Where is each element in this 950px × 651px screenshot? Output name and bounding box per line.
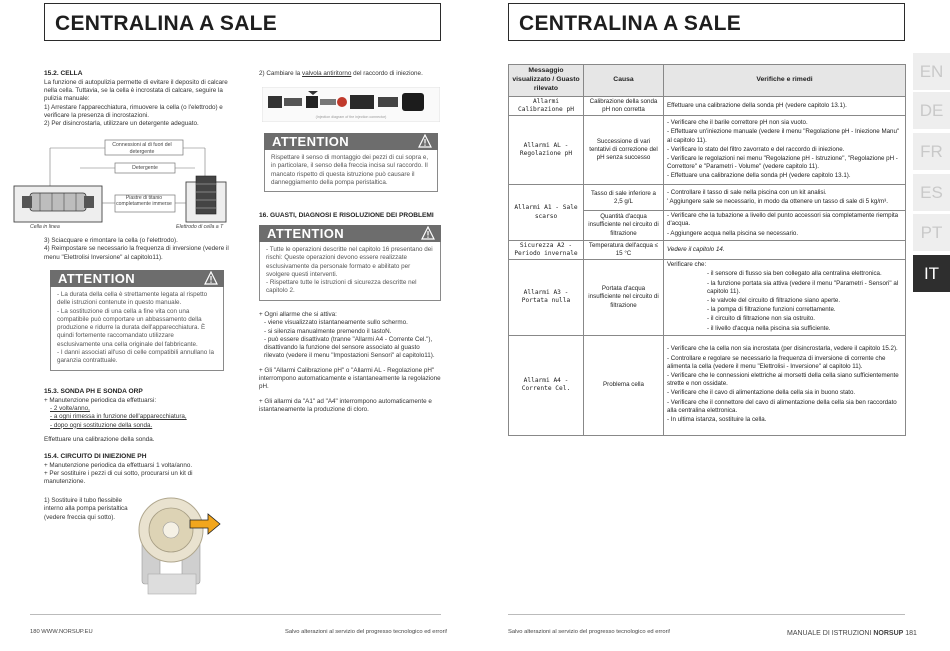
paragraph: + Per sostituire i pezzi di cui sotto, procurarsi un kit di manutenzione. — [44, 470, 193, 486]
remedy: - Verificare lo stato del filtro zavorrato e del raccordo di iniezione. — [667, 145, 845, 153]
attention-box-2 — [264, 133, 438, 192]
footer-page-left: 180 WWW.NORSUP.EU — [30, 629, 93, 635]
language-tab-pt[interactable]: PT — [913, 214, 950, 251]
cause: Temperatura dell'acqua ≤ 15 °C — [584, 240, 664, 259]
remedy: - Verificare che il connettore del cavo di alimentazione della cella sia ben raccordato alla centralina elettronica. — [667, 398, 897, 414]
remedy-list — [664, 116, 906, 185]
language-tab-es[interactable]: ES — [913, 174, 950, 211]
attention-header — [259, 225, 441, 242]
footer-disclaimer: Salvo alterazioni al servizio del progresso tecnologico ed errori! — [508, 629, 671, 635]
remedy: - la pompa di filtrazione funzioni correttamente. — [707, 306, 836, 314]
bullet: - Tutte le operazioni descritte nel capitolo 16 presentano dei rischi: Queste operazioni devono essere realizzate esclusivamente da personale formato e abilitato per svolgere questi interventi. — [266, 246, 433, 278]
diagram-label-connections: Connessioni al di fuori del detergente — [112, 142, 172, 155]
paragraph: + Ogni allarme che si attiva: — [259, 311, 337, 318]
remedy: - Aggiungere acqua nella piscina se necessario. — [667, 229, 799, 237]
right-title-box — [508, 3, 905, 41]
step: 2) Per disincrostarla, utilizzare un detergente adeguato. — [44, 120, 199, 128]
bullet: - I danni associati all'uso di celle compatibili annullano la garanzia contrattuale. — [57, 349, 214, 365]
alarm-message: Allarmi A4 - Corrente Cel. — [509, 335, 584, 435]
diagram-label-plates: Piastre di titanio completamente immerse — [116, 195, 172, 207]
paragraph: La funzione di autopulizia permette di evitare il deposito di calcare nella cella. Tuttavia, se la cella è incrostata di calcare, seguire la pulizia manuale: — [44, 78, 228, 103]
remedy: - Verificare che il cavo di alimentazione della cella sia in buono stato. — [667, 389, 856, 397]
remedy: ' Aggiungere sale se necessario, in modo da ottenere un tasso di sale di 5 kg/m³. — [667, 197, 888, 205]
paragraph: + Manutenzione periodica da effettuarsi: — [44, 396, 157, 404]
bullet: - La sostituzione di una cella a fine vita con una compatibile può comportare un abbassamento della produzione e ridurre la durata dell'apparecchiatura. È quindi fortemente raccomandato utilizzare esclusivamente una cella originale del fabbricante. — [57, 307, 206, 348]
attention-title: ATTENTION — [58, 271, 136, 286]
cause: Successione di vari tentativi di correzione del pH senza successo — [584, 116, 664, 185]
table-row — [509, 260, 906, 336]
step: 3) Sciacquare e rimontare la cella (o l'elettrodo). — [44, 237, 178, 244]
paragraph: + Gli allarmi da "A1" ad "A4" interrompono automaticamente e istantaneamente la produzione di cloro. — [259, 397, 432, 413]
left-column-1 — [44, 70, 229, 128]
language-tab-de[interactable]: DE — [913, 92, 950, 129]
footer-manual: MANUALE DI ISTRUZIONI NORSUP 181 — [787, 630, 917, 637]
section-16 — [259, 212, 441, 221]
circuit-step-1 — [44, 497, 134, 522]
remedy: - Verificare che la cella non sia incrostata (per disincrostarla, vedere il capitolo 15.2). — [667, 345, 898, 353]
attention-body — [259, 242, 441, 301]
table-row — [509, 96, 906, 115]
remedy: - Verificare che la tubazione a livello del punto accessori sia completamente riempita d'acqua. — [667, 212, 899, 228]
page-title: CENTRALINA A SALE — [55, 12, 278, 35]
alarm-notes — [259, 311, 441, 414]
attention-body — [50, 287, 224, 371]
remedy: - Verificare che le connessioni elettriche ai morsetti della cella siano sufficientemente strette e non ossidate. — [667, 371, 899, 388]
list-item: - 2 volte/anno, — [50, 405, 90, 412]
column-header: Messaggio visualizzato / Guasto rilevato — [509, 65, 584, 97]
cause: Calibrazione della sonda pH non corretta — [584, 96, 664, 115]
alarm-message: Allarmi Calibrazione pH — [509, 96, 584, 115]
table-row — [509, 116, 906, 185]
cause: Quantità d'acqua insufficiente nel circuito di filtrazione — [584, 211, 664, 241]
cause: Tasso di sale inferiore a 2,5 g/L — [584, 185, 664, 211]
remedy: Verificare che: — [667, 261, 707, 269]
section-heading: 15.3. SONDA PH E SONDA ORP — [44, 388, 143, 395]
attention-title: ATTENTION — [272, 134, 350, 149]
step: 1) Sostituire il tubo flessibile interno alla pompa peristaltica (vedere freccia qui sotto). — [44, 497, 128, 521]
cause: Portata d'acqua insufficiente nel circuito di filtrazione — [584, 260, 664, 336]
alarm-message: Allarmi AL - Regolazione pH — [509, 116, 584, 185]
remedy: - In ultima istanza, sostituire la cella. — [667, 415, 767, 423]
alarm-message: Allarmi A3 - Portata nulla — [509, 260, 584, 336]
probe-section — [44, 388, 229, 444]
remedy: - Verificare le regolazioni nei menu "Regolazione pH - Istruzione", "Regolazione pH - Correttore" e "Parametri - Volume" (vedere capitolo 11). — [667, 154, 898, 171]
remedy: - Controllare il tasso di sale nella piscina con un kit analisi. — [667, 188, 827, 196]
remedy: - il circuito di filtrazione non sia ostruito. — [707, 315, 815, 323]
brand-name: NORSUP — [873, 630, 904, 637]
step: 4) Reimpostare se necessario la frequenza di inversione (vedere il menu "Elettrolisi Inversione" al capitolo11). — [44, 245, 229, 261]
left-column-1b — [44, 237, 229, 262]
image-caption: (Injection diagram of the injection connector) — [315, 115, 387, 119]
remedy-list — [664, 185, 906, 211]
attention-header — [50, 270, 224, 287]
bullet: - Rispettare tutte le istruzioni di sicurezza descritte nel capitolo 2. — [266, 279, 417, 295]
warning-icon — [204, 271, 218, 285]
table-row — [509, 185, 906, 211]
attention-box-3 — [259, 225, 441, 301]
peristaltic-pump-image — [128, 496, 224, 598]
paragraph: + Manutenzione periodica da effettuarsi 1 volta/anno. — [44, 461, 193, 469]
paragraph: + Gli "Allarmi Calibrazione pH" o "Allarmi AL - Regolazione pH" interrompono automaticamente e istantaneamente la regolazione pH. — [259, 366, 441, 391]
remedy: - Verificare che il barile correttore pH non sia vuoto. — [667, 119, 808, 127]
step: 1) Arrestare l'apparecchiatura, rimuovere la cella (o l'elettrodo) e verificare la presenza di incrostazioni. — [44, 103, 223, 119]
column-header: Verifiche e rimedi — [664, 65, 906, 97]
list-item: - si silenzia manualmente premendo il tastoN. — [264, 327, 392, 335]
section-heading: 15.4. CIRCUITO DI INIEZIONE PH — [44, 453, 147, 460]
diagram-label-electrode: Elettrodo di cella a T — [176, 224, 224, 230]
section-heading: 15.2. CELLA — [44, 70, 83, 77]
section-heading: 16. GUASTI, DIAGNOSI E RISOLUZIONE DEI PROBLEMI — [259, 212, 434, 219]
attention-header — [264, 133, 438, 150]
remedy-list — [664, 211, 906, 241]
list-item: - dopo ogni sostituzione della sonda. — [50, 421, 153, 429]
page-number: 181 — [905, 630, 917, 637]
alarm-message: Sicurezza A2 - Periodo invernale — [509, 240, 584, 259]
remedy: - il sensore di flusso sia ben collegato alla centralina elettronica. — [707, 270, 882, 278]
remedy: Effettuare una calibrazione della sonda pH (vedere capitolo 13.1). — [664, 96, 906, 115]
diagram-label-detergent: Detergente — [132, 165, 158, 171]
remedy-list — [664, 335, 906, 435]
list-item: - viene visualizzato istantaneamente sullo schermo. — [264, 319, 408, 327]
language-tab-en[interactable]: EN — [913, 53, 950, 90]
page-title: CENTRALINA A SALE — [519, 12, 742, 35]
language-tab-fr[interactable]: FR — [913, 133, 950, 170]
footer-rule — [508, 614, 905, 615]
list-item: - a ogni rimessa in funzione dell'apparecchiatura, — [50, 413, 187, 421]
warning-icon — [418, 134, 432, 148]
table-row — [509, 335, 906, 435]
table-row — [509, 240, 906, 259]
left-title-box — [44, 3, 441, 41]
table-header-row — [509, 65, 906, 97]
alarm-message: Allarmi A1 - Sale scarso — [509, 185, 584, 241]
list-item: - può essere disattivato (tranne "Allarmi A4 - Corrente Cel."), disattivando la funzione del sensore associato al guasto rilevato (vedere il menu "Impostazioni Sensori" al capitolo11). — [264, 335, 435, 360]
remedy: - la funzione portata sia attiva (vedere il menu "Parametri - Sensori" al capitolo 11). — [707, 279, 899, 295]
column-header: Causa — [584, 65, 664, 97]
language-tab-it[interactable]: IT — [913, 255, 950, 292]
step: 2) Cambiare la valvola antiritorno del raccordo di iniezione. — [259, 70, 423, 77]
remedy: Vedere il capitolo 14. — [664, 240, 906, 259]
bullet: - La durata della cella è strettamente legata al rispetto delle istruzioni contenute in questo manuale. — [57, 291, 208, 307]
remedy: - Effettuare un'iniezione manuale (vedere il menu "Regolazione pH - Iniezione Manu" al capitolo 11). — [667, 128, 900, 144]
valve-link: valvola antiritorno — [302, 70, 352, 77]
remedy: - Effettuare una calibrazione della sonda pH (vedere capitolo 13.1). — [667, 172, 851, 180]
attention-body: Rispettare il senso di montaggio dei pezzi di cui sopra e, in particolare, il senso della freccia incisa sul raccordo. Il mancato rispetto di questa istruzione può causare il danneggiamento della pompa peristaltica. — [264, 150, 438, 192]
remedy: - le valvole del circuito di filtrazione siano aperte. — [707, 296, 841, 304]
remedy: - Controllare e regolare se necessario la frequenza di inversione di corrente che alimenta la cella (vedere il menu "Elettrolisi - Inversione" al capitolo 11). — [667, 354, 886, 370]
troubleshooting-table — [508, 64, 906, 436]
footer-rule — [30, 614, 441, 615]
warning-icon — [421, 226, 435, 240]
paragraph: Effettuare una calibrazione della sonda. — [44, 435, 155, 443]
attention-box-1 — [50, 270, 224, 371]
footer-disclaimer: Salvo alterazioni al servizio del progresso tecnologico ed errori! — [285, 629, 448, 635]
remedy: - il livello d'acqua nella piscina sia sufficiente. — [707, 324, 831, 332]
circuit-section — [44, 453, 229, 487]
left-column-2 — [259, 70, 441, 78]
remedy-list — [664, 260, 906, 336]
attention-title: ATTENTION — [267, 226, 345, 241]
cause: Problema cella — [584, 335, 664, 435]
diagram-label-cell-inline: Cella in linea — [30, 224, 60, 230]
